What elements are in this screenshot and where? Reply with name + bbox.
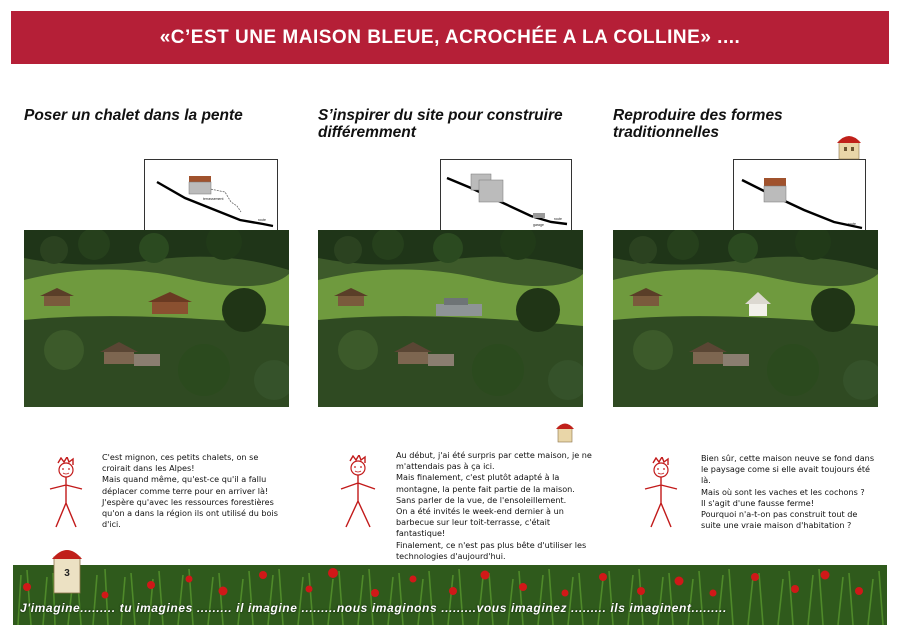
landscape-photo-traditional: [613, 230, 878, 407]
story-paragraph: Finalement, ce n'est pas plus bête d'utiliser les technologies d'aujourd'hui.: [396, 539, 587, 561]
story-paragraph: Mais quand même, qu'est-ce qu'il a fallu déplacer comme terre pour en arriver là!: [102, 474, 269, 496]
milestone-marker: [50, 543, 84, 600]
diagram-label-garage: garage: [533, 223, 544, 227]
diagram-label-route: route: [258, 218, 266, 222]
story-paragraph: Mais finalement, c'est plutôt adapté à la montagne, la pente fait partie de la maison.: [396, 472, 575, 494]
story-paragraph: Sans parler de la vue, de l'ensoleillement.: [396, 494, 567, 505]
landscape-photo-modern: [318, 230, 583, 407]
story-paragraph: On a été invités le week-end dernier à un barbecue sur leur toit-terrasse, c'était fantastique!: [396, 506, 564, 539]
footer-conjugation: J'imagine......... tu imagines ......... il imagine .........nous imaginons .........vous imaginez ......... ils imaginent.........: [20, 601, 727, 615]
stick-figure-3: [641, 457, 681, 538]
column-1-title: Poser un chalet dans la pente: [24, 107, 243, 124]
story-paragraph: Bien sûr, cette maison neuve se fond dans le paysage come si elle avait toujours été là.: [701, 453, 875, 486]
house-icon: [555, 419, 575, 448]
stick-figure-2: [338, 455, 378, 538]
milestone-number: 3: [64, 568, 70, 579]
story-paragraph: Au début, j'ai été surpris par cette maison, je ne m'attendais pas à ça ici.: [396, 450, 592, 472]
diagram-label-route: route: [554, 217, 562, 221]
story-text-2: [396, 450, 592, 562]
story-text-3: [701, 453, 879, 531]
banner-title: «C’EST UNE MAISON BLEUE, ACROCHÉE A LA COLLINE» ....: [159, 26, 741, 48]
section-diagram-chalet: [144, 159, 278, 239]
story-paragraph: Mais où sont les vaches et les cochons ?: [701, 486, 865, 497]
story-paragraph: C'est mignon, ces petits chalets, on se croirait dans les Alpes!: [102, 452, 259, 474]
column-3-title: Reproduire des formes traditionnelles: [613, 107, 783, 141]
diagram-label-terrassement: terrassement: [203, 197, 224, 201]
story-text-1: [102, 452, 280, 530]
title-banner: [11, 11, 889, 64]
section-diagram-modern: [440, 159, 572, 239]
story-paragraph: Il s'agit d'une fausse ferme!: [701, 497, 814, 508]
diagram-label-route: route: [848, 222, 856, 226]
story-paragraph: Pourquoi n'a-t-on pas construit tout de suite une vraie maison d'habitation ?: [701, 509, 858, 531]
story-paragraph: J'espère qu'avec les ressources forestières qu'on a dans la région ils ont utilisé du bois d'ici.: [102, 496, 278, 530]
house-icon: [836, 131, 862, 166]
section-diagram-traditional: [733, 159, 866, 239]
column-2-title: S’inspirer du site pour construire différemment: [318, 107, 563, 141]
stick-figure-1: [46, 457, 86, 538]
grass-and-poppies-strip: [13, 565, 887, 625]
landscape-photo-chalet: [24, 230, 289, 407]
